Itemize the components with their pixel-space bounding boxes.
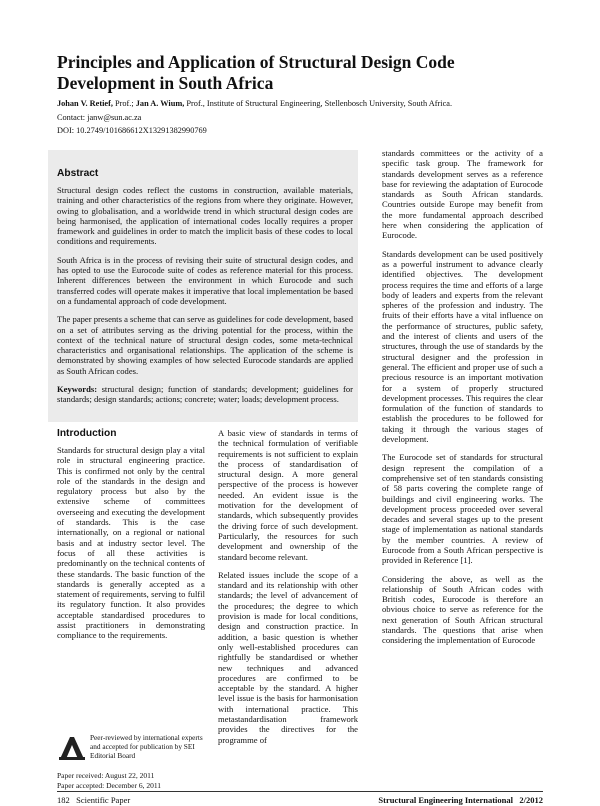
introduction-heading: Introduction [57,428,117,439]
intro-paragraph: Related issues include the scope of a standard and its relationship with other standards; the level of advancement of the procedures; the degree to which provision is made for local conditions, design and construction practice. In addition, a basic question is whether only well-established procedures can rightfully be standardised or whether new techniques and advanced procedures are confirmed to be acceptable by the standard. A higher level issue is the basis for harmonisation with international practice. This metastandardisation framework provides the directives for the programme of [218,569,358,745]
paper-title: Principles and Application of Structural Design Code Development in South Africa [57,52,455,93]
abstract-paragraph: South Africa is in the process of revising their suite of structural design codes, and has opted to use the Eurocode suite of codes as reference material for this process. Inherent differences between the environment in which Eurocode and such transferred codes will operate makes it imperative that local implementation be based on a fundamental approach of code development. [57,254,353,306]
author-1-role: Prof.; [112,99,136,108]
footer-rule [57,791,543,792]
peer-review-text: Peer-reviewed by international experts and accepted for publication by SEI Editorial Board [90,733,203,760]
page-number-label: 182 Scientific Paper [57,795,131,805]
peer-review-box [57,731,202,765]
intro-paragraph: A basic view of standards in terms of the technical formulation of verifiable requirements is not sufficient to explain the process of standardisation of structural design. A more general perspective of the process is however needed. An evident issue is the motivation for the development of standards, which subsequently provides the driving force of such development. Particularly, the resources for such development and ownership of the standard become relevant. [218,428,358,562]
author-1-name: Johan V. Retief, [57,99,113,108]
author-2-affiliation: Prof., Institute of Structural Engineering, Stellenbosch University, South Africa. [184,99,453,108]
body-paragraph: The Eurocode set of standards for structural design represent the compilation of a comprehensive set of ten standards consisting of 58 parts covering the complete range of buildings and civil engineering works. The development process proceeded over several decades and several stages up to the present stage of implementation as national standards by the member countries. A review of Eurocode from a South African perspective is provided in Reference [1]. [382,452,543,566]
contact-email: Contact: janw@sun.ac.za [57,113,142,122]
doi: DOI: 10.2749/101686612X13291382990769 [57,126,207,135]
intro-column-1 [57,428,205,641]
peer-review-logo-icon [57,733,87,763]
keywords-label: Keywords: [57,384,98,395]
abstract-heading: Abstract [57,168,99,179]
right-column [382,148,543,646]
body-paragraph: Standards development can be used positively as a powerful instrument to advance clearly identified objectives. The development process requires the time and efforts of a large body of leaders and experts from the relevant spheres of the profession and industry. The fruits of their efforts have a vital influence on the performance of structures, public safety, and the interest of clients and users of the structures, through the use of standards by the structural designer and the profession in general. The efficient and proper use of such a precious resource is an important motivation for a system of properly structured development processes. This requires the clear formulation of the function of standards to establish the procedures to be followed for taking it through the various stages of development. [382,248,543,445]
abstract-paragraph: The paper presents a scheme that can serve as guidelines for code development, based on a set of attributes serving as the driving potential for the process, within the context of the technical nature of structural design codes, some meta-technical characteristics and organisational relationships. The application of the scheme is demonstrated by showing examples of how selected Eurocode standards are applied as South African codes. [57,314,353,376]
keywords-list: structural design; function of standards; development; guidelines for standards; design standards; actions; concrete; water; loads; development process. [57,384,353,405]
date-received: Paper received: August 22, 2011 [57,771,155,780]
abstract-paragraph: Structural design codes reflect the customs in construction, available materials, training and other characteristics of the regions from where they originate. However, owing to globalisation, and a worldwide trend in which structural design codes are being harmonised, the application of international codes locally requires a proper framework and guidelines in order to match the implicit basis of these codes to local conditions and requirements. [57,185,353,247]
keywords [57,384,353,405]
body-paragraph: standards committees or the activity of a specific task group. The framework for standards development serves as a reference base for reviewing the adaptation of Eurocode standards as South African standards. Countries outside Europe may benefit from the more fundamental approach described here when considering the application of Eurocode. [382,148,543,241]
date-accepted: Paper accepted: December 6, 2011 [57,780,162,790]
abstract-section [57,168,353,405]
intro-paragraph: Standards for structural design play a vital role in structural engineering practice. This is confirmed not only by the central role of the standards in the design and regulatory process but also by the extensive scheme of committees overseeing and executing the development of standards. This is the case internationally, on a regional or national basis and at industry sector level. The focus of all these activities is predominantly on the technical contents of these standards. The basic function of the standards is generally accepted as a statement of requirements, serving to fulfil its regulatory function. It also provides acceptable standardised procedures to assist practitioners in demonstrating compliance to the requirements. [57,445,205,641]
journal-name: Structural Engineering International 2/2012 [378,795,543,805]
author-2-name: Jan A. Wium, [135,99,185,108]
author-line [57,98,557,109]
body-paragraph: Considering the above, as well as the relationship of South African codes with British codes, Eurocode is therefore an obvious choice to serve as reference for the next generation of South African structural standards. The questions that arise when considering the implementation of Eurocode [382,573,543,646]
intro-column-2 [218,428,358,745]
paper-dates [57,771,161,790]
